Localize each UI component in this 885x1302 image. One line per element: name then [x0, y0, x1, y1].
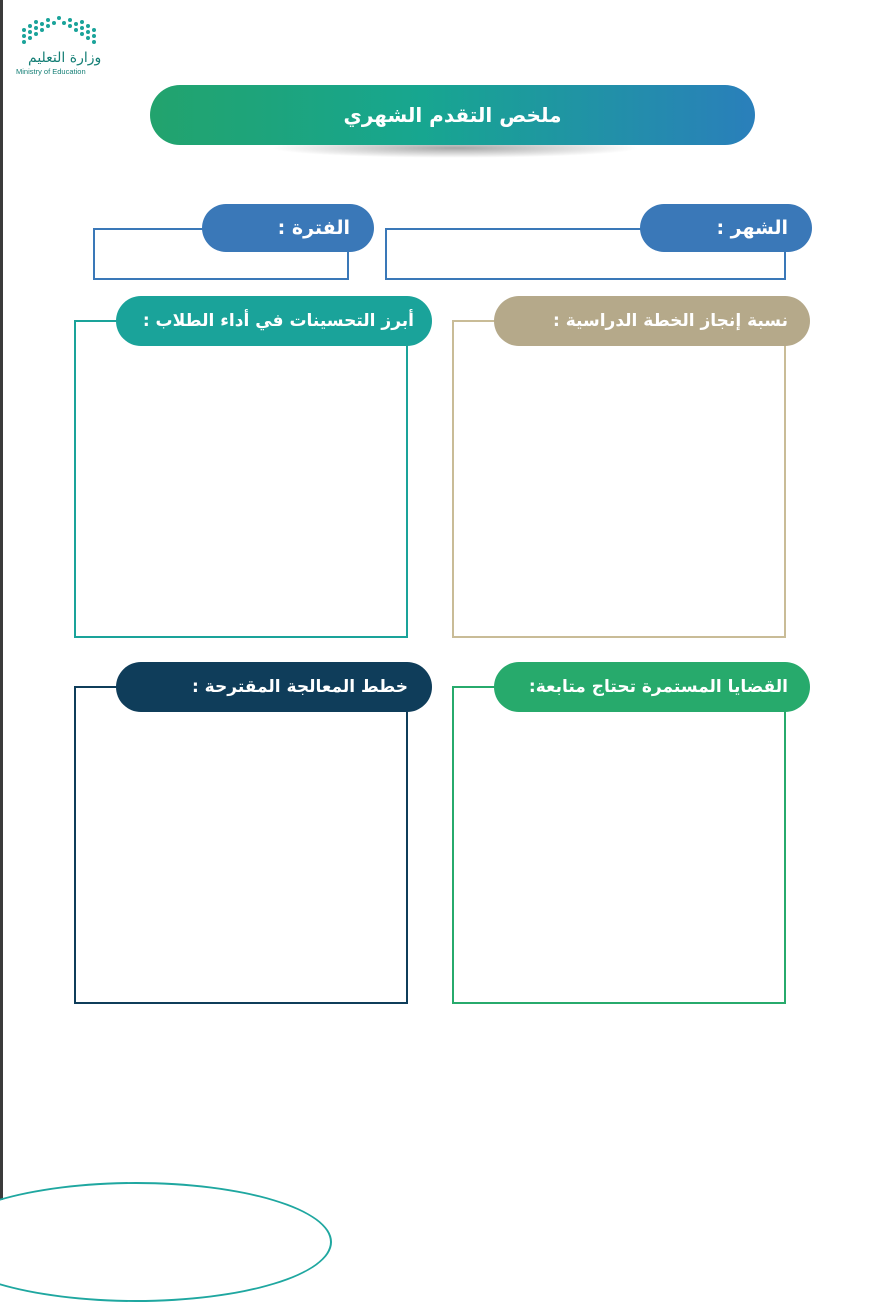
plan-completion-box[interactable]: [452, 320, 786, 638]
improvements-box[interactable]: [74, 320, 408, 638]
remedial-plans-label: خطط المعالجة المقترحة :: [116, 662, 432, 712]
ongoing-issues-label: القضايا المستمرة تحتاج متابعة:: [494, 662, 810, 712]
ongoing-issues-box[interactable]: [452, 686, 786, 1004]
plan-completion-label: نسبة إنجاز الخطة الدراسية :: [494, 296, 810, 346]
improvements-label: أبرز التحسينات في أداء الطلاب :: [116, 296, 432, 346]
logo-arabic-text: وزارة التعليم: [28, 50, 102, 66]
page-edge: [0, 0, 3, 1200]
page-title: ملخص التقدم الشهري: [150, 85, 755, 145]
month-label: الشهر :: [640, 204, 812, 252]
ministry-logo: [14, 14, 104, 78]
logo-english-text: Ministry of Education: [16, 67, 86, 76]
logo-dots-icon: [18, 14, 100, 46]
remedial-plans-box[interactable]: [74, 686, 408, 1004]
decorative-arc: [0, 1182, 332, 1302]
period-label: الفترة :: [202, 204, 374, 252]
